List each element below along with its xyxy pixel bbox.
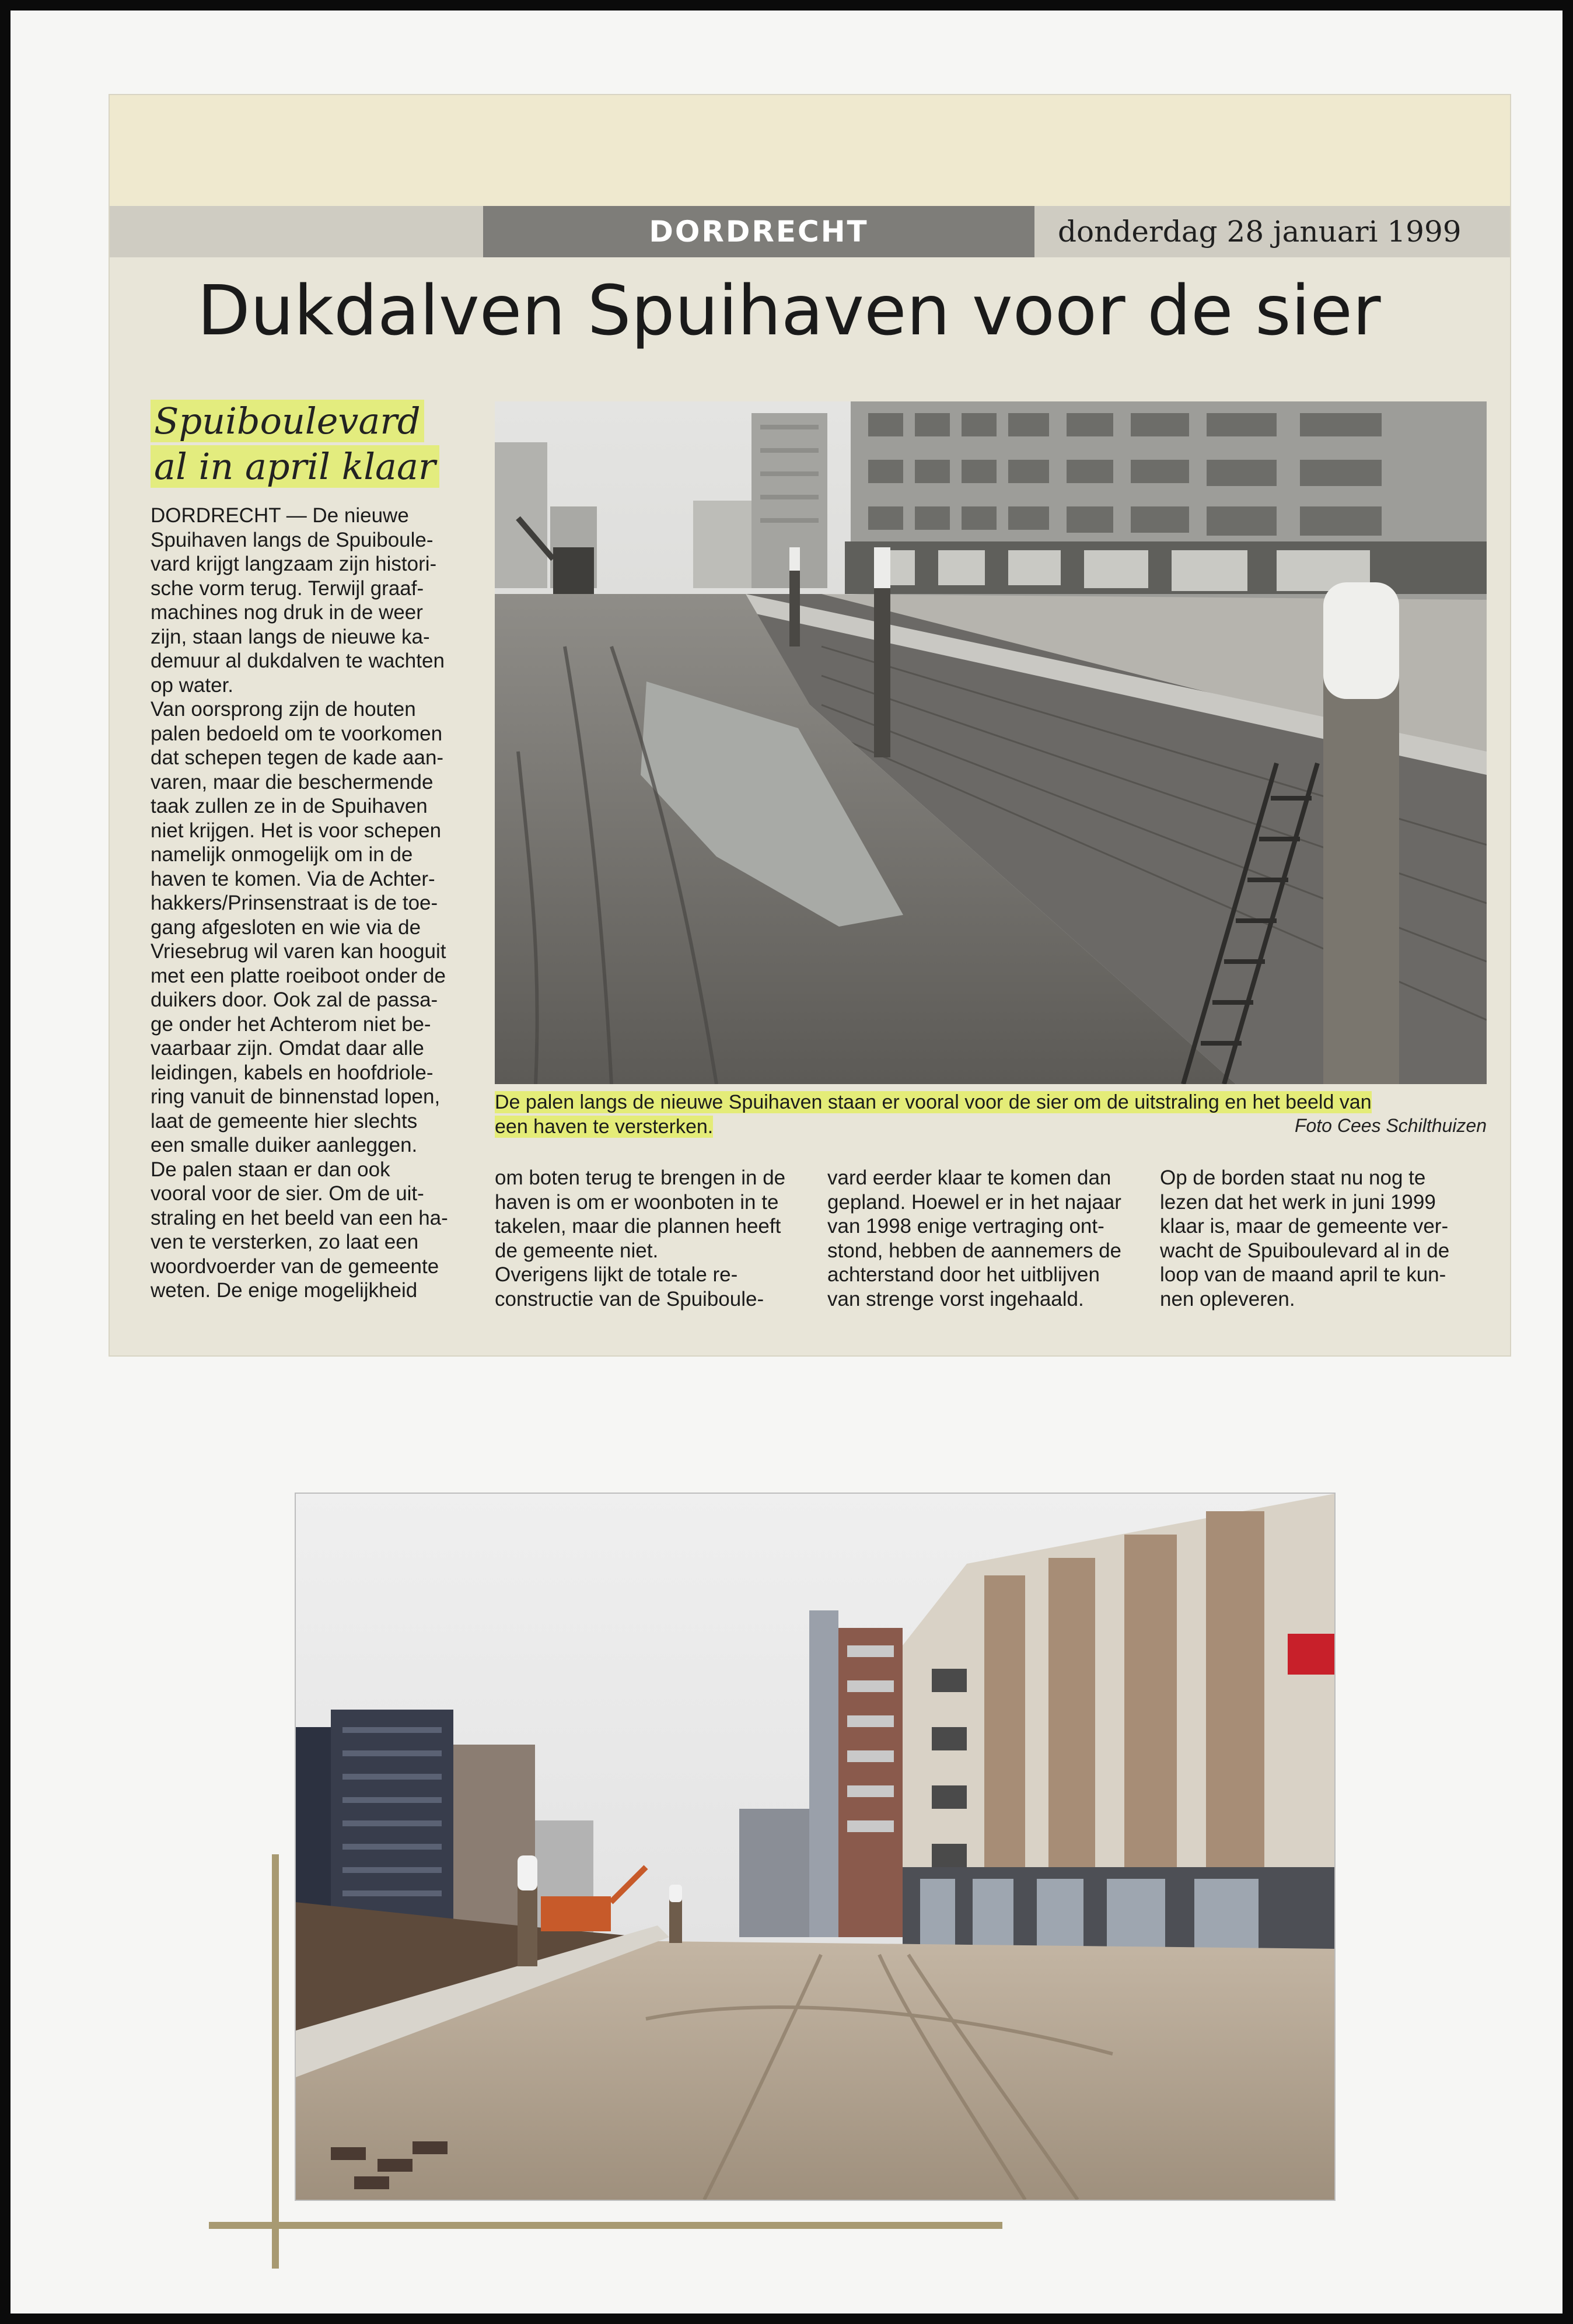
article-column-3: vard eerder klaar te komen dan gepland. Hoewel er in het najaar van 1998 enige vertraging ont- stond, hebben de aannemers de achterstand door het uitblijven van strenge vorst ingehaald.: [827, 1166, 1121, 1310]
publication-date: donderdag 28 januari 1999: [1058, 215, 1462, 249]
caption-line-1: De palen langs de nieuwe Spuihaven staan er vooral voor de sier om de uitstraling en het beeld van: [495, 1091, 1372, 1113]
archive-sheet: [11, 11, 1562, 2313]
subhead-line-2: al in april klaar: [151, 445, 439, 488]
site-photograph: [295, 1493, 1336, 2201]
caption-line-2: een haven te versterken.: [495, 1116, 714, 1138]
newspaper-clipping: [110, 95, 1510, 1355]
tape-strip-vertical: [272, 1854, 279, 2269]
section-label: DORDRECHT: [483, 206, 1034, 257]
article-column-1: DORDRECHT — De nieuwe Spuihaven langs de Spuiboule- vard krijgt langzaam zijn histori- sche vorm terug. Terwijl graaf- machines nog druk in de weer zijn, staan langs de nieuwe ka- demuur al dukdalven te wachten op water. Van oorsprong zijn de houten palen bedoeld om te voorkomen dat schepen tegen de kade aan- varen, maar die beschermende taak zullen ze in de Spuihaven niet krijgen. Het is voor schepen namelijk onmogelijk om in de haven te komen. Via de Achter- hakkers/Prinsenstraat is de toe- gang afgesloten en wie via de Vriesebrug wil varen kan hooguit met een platte roeiboot onder de duikers door. Ook zal de passa- ge onder het Achterom niet be- vaarbaar zijn. Omdat daar alle leidingen, kabels en hoofdriole- ring vanuit de binnenstad lopen, laat de gemeente hier slechts een smalle duiker aanleggen. De palen staan er dan ook vooral voor de sier. Om de uit- straling en het beeld van een ha- ven te versterken, zo laat een woordvoerder van de gemeente weten. De enige mogelijkheid: [151, 504, 448, 1302]
article-photo: [495, 401, 1487, 1084]
article-subhead: [151, 399, 501, 490]
article-headline: Dukdalven Spuihaven voor de sier: [197, 270, 1381, 351]
section-header-bar: [110, 206, 1510, 257]
tape-strip-horizontal: [209, 2222, 1002, 2229]
article-column-4: Op de borden staat nu nog te lezen dat het werk in juni 1999 klaar is, maar de gemeente ver- wacht de Spuiboulevard al in de loop van de maand april te kun- nen opleveren.: [1160, 1166, 1450, 1310]
boulevard-photo-illustration: [296, 1494, 1334, 2200]
subhead-line-1: Spuiboulevard: [151, 400, 424, 442]
article-column-2: om boten terug te brengen in de haven is om er woonboten in te takelen, maar die plannen heeft de gemeente niet. Overigens lijkt de totale re- constructie van de Spuiboule-: [495, 1166, 786, 1310]
construction-site-illustration: [495, 401, 1487, 1084]
clipping-top-margin: [110, 95, 1510, 206]
photo-credit: Foto Cees Schilthuizen: [1294, 1115, 1487, 1136]
